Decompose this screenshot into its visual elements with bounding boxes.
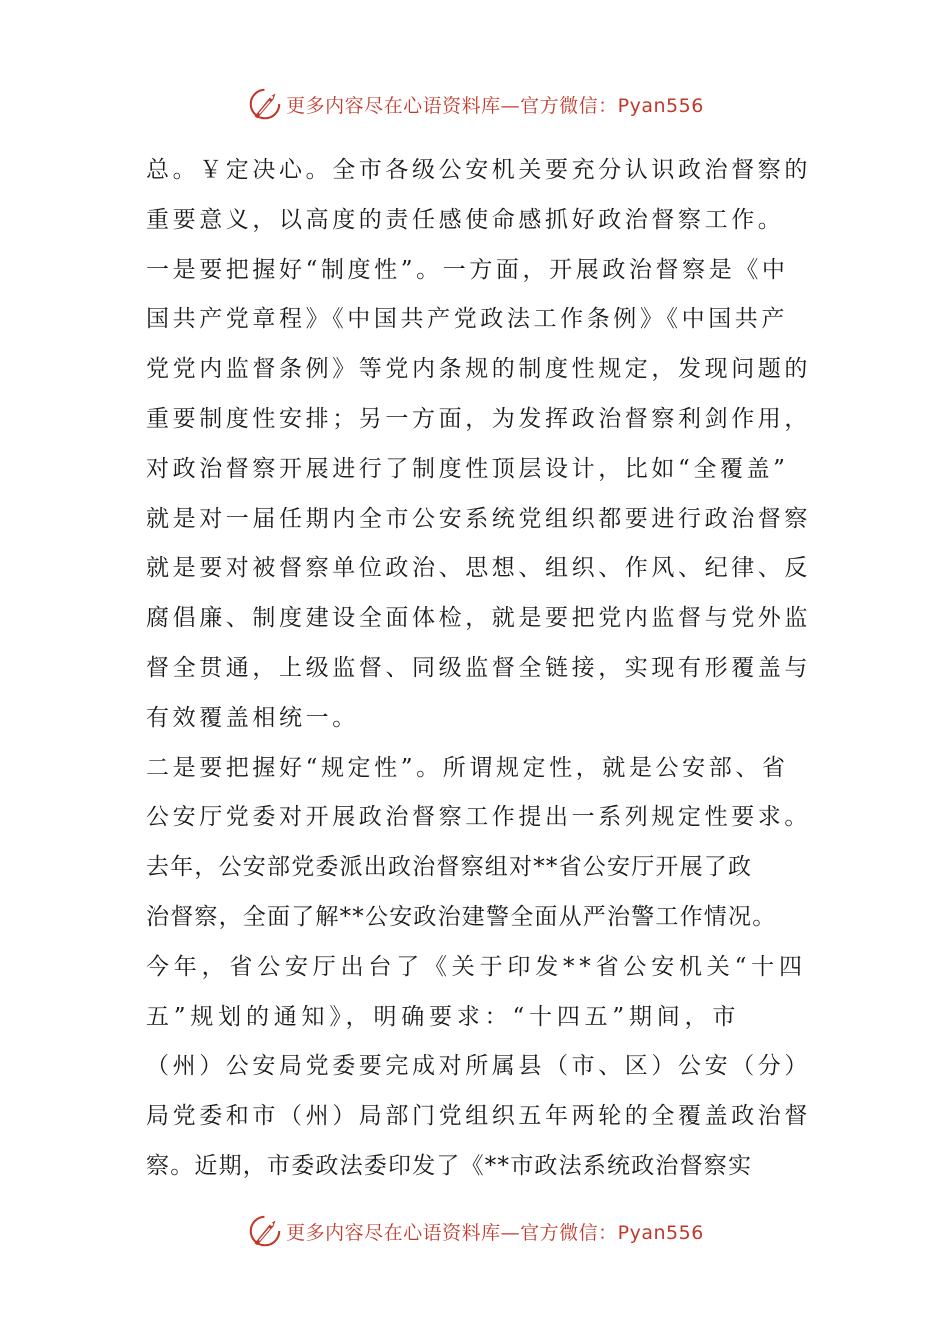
text-line: 就是要对被督察单位政治、思想、组织、作风、纪律、反 [146, 555, 811, 582]
watermark-main: 更多内容尽在心语资料库—官方微信： [286, 94, 618, 117]
text-line: 二是要把握好“规定性”。所谓规定性，就是公安部、省 [146, 754, 789, 781]
watermark-text [286, 91, 704, 118]
text-line: 公安厅党委对开展政治督察工作提出一系列规定性要求。 [146, 804, 811, 831]
text-line: （州）公安局党委要完成对所属县（市、区）公安（分） [146, 1053, 811, 1080]
pen-nib-logo-icon [246, 85, 284, 123]
text-line: 察。近期，市委政法委印发了《**市政法系统政治督察实 [146, 1152, 753, 1179]
footer-watermark [0, 1209, 950, 1253]
document-body [146, 146, 826, 1192]
text-line: 重要制度性安排；另一方面，为发挥政治督察利剑作用， [146, 405, 811, 432]
text-line: 一是要把握好“制度性”。一方面，开展政治督察是《中 [146, 256, 789, 283]
text-line: 对政治督察开展进行了制度性顶层设计，比如“全覆盖” [146, 455, 789, 482]
text-line: 五”规划的通知》，明确要求：“十四五”期间，市 [146, 1003, 741, 1030]
watermark-wechat-id: Pyan556 [617, 94, 704, 117]
text-line: 腐倡廉、制度建设全面体检，就是要把党内监督与党外监 [146, 605, 811, 632]
text-line: 党党内监督条例》等党内条规的制度性规定，发现问题的 [146, 356, 811, 383]
text-line: 去年，公安部党委派出政治督察组对**省公安厅开展了政 [146, 854, 753, 881]
text-line: 就是对一届任期内全市公安系统党组织都要进行政治督察 [146, 505, 811, 532]
watermark-text [286, 1218, 704, 1245]
watermark-main: 更多内容尽在心语资料库—官方微信： [286, 1221, 618, 1244]
text-line: 局党委和市（州）局部门党组织五年两轮的全覆盖政治督 [146, 1103, 811, 1130]
text-line: 督全贯通，上级监督、同级监督全链接，实现有形覆盖与 [146, 654, 811, 681]
text-line: 治督察，全面了解**公安政治建警全面从严治警工作情况。 [146, 903, 777, 930]
text-line: 今年，省公安厅出台了《关于印发**省公安机关“十四 [146, 953, 807, 980]
pen-nib-logo-icon [246, 1212, 284, 1250]
header-watermark [0, 82, 950, 126]
watermark-wechat-id: Pyan556 [617, 1221, 704, 1244]
text-line: 总。￥定决心。全市各级公安机关要充分认识政治督察的 [146, 157, 811, 183]
text-line: 重要意义，以高度的责任感使命感抓好政治督察工作。 [146, 206, 785, 233]
text-line: 国共产党章程》《中国共产党政法工作条例》《中国共产 [146, 306, 788, 333]
text-line: 有效覆盖相统一。 [146, 704, 359, 731]
